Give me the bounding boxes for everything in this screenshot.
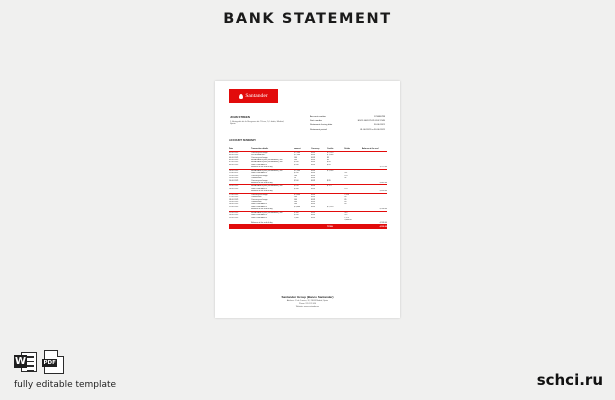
table-cell: EUR: [311, 211, 316, 214]
table-cell: $ 3,000: [293, 205, 301, 208]
pdf-label: PDF: [43, 360, 56, 366]
customer-address: 1, Avinguda de la Bruguera de l'Osso, 5, Lleida, Madrid, Spain: [230, 120, 285, 126]
table-cell: 03.06.2021: [229, 154, 239, 157]
account-info-value: 30.06.2021: [374, 124, 385, 127]
table-cell: $ 250: [293, 172, 299, 175]
table-cell: 1,275: [344, 216, 350, 219]
table-cell: Currency exchange: [251, 156, 268, 159]
word-file-icon: [14, 350, 38, 374]
account-info-value: 01.06.2021 to 30.06.2021: [360, 128, 385, 131]
flame-icon: [239, 94, 243, 99]
table-cell: [294, 224, 311, 229]
column-header: Credits: [327, 147, 344, 151]
table-cell: TOTAL: [327, 224, 344, 229]
table-cell: 3,713.00: [362, 166, 387, 169]
table-cell: EUR: [311, 201, 316, 204]
table-cell: Commission: [251, 196, 262, 199]
site-logo: schci.ru: [536, 371, 603, 389]
table-cell: 17.06.2021: [229, 196, 239, 199]
table-cell: [229, 224, 251, 229]
table-cell: EUR: [311, 169, 316, 172]
table-cell: $ 85: [326, 163, 331, 166]
table-cell: 24.06.2021: [229, 214, 239, 217]
statement-document: [215, 81, 400, 318]
table-cell: EUR: [311, 179, 316, 182]
bank-phone: Phone: 915 123 456: [298, 303, 317, 306]
table-cell: 170: [344, 187, 348, 190]
table-cell: Debit Card ABBCD: [251, 214, 268, 217]
table-cell: $ 150: [293, 185, 299, 188]
table-cell: EUR: [311, 172, 316, 175]
table-cell: EUR: [311, 193, 316, 196]
account-info-label: Account number: [310, 116, 326, 118]
table-cell: 212: [344, 214, 348, 217]
column-header: Balance at the end: [362, 147, 387, 151]
table-cell: 85: [344, 201, 347, 204]
table-cell: $ 250: [293, 214, 299, 217]
table-cell: 211: [344, 172, 348, 175]
table-cell: [344, 224, 361, 229]
table-cell: 25.06.2021: [229, 216, 239, 219]
table-cell: 07.06.2021: [229, 161, 239, 164]
table-cell: Currency exchange: [251, 198, 268, 201]
table-cell: 16.06.2021: [229, 187, 239, 190]
column-header: Debits: [344, 147, 361, 151]
account-info-label: Statement closing date: [310, 124, 333, 127]
table-cell: BBVA BANKS plus (Vendedores), del: [251, 211, 283, 214]
table-cell: EUR: [311, 156, 316, 159]
account-info-value: ES21 0049 2512 6102 2345: [357, 120, 385, 123]
table-cell: [311, 224, 327, 229]
table-cell: 200: [293, 174, 297, 177]
word-badge: W: [14, 356, 27, 367]
table-cell: 10.06.2021: [229, 169, 239, 172]
table-cell: $ 1,500: [293, 169, 301, 172]
table-cell: Debit Card ABBCD: [251, 205, 268, 208]
table-cell: 4,600.00: [362, 190, 387, 193]
table-cell: $ 100: [293, 179, 299, 182]
table-cell: 2,550: [344, 193, 350, 196]
table-cell: EUR: [311, 154, 316, 157]
table-cell: 42: [344, 177, 347, 180]
account-info-label: Sort number: [310, 120, 323, 123]
table-cell: 85: [344, 198, 347, 201]
column-header: Date: [229, 147, 251, 151]
table-cell: $ 1,500: [293, 154, 301, 157]
table-cell: Currency exchange: [251, 179, 268, 182]
table-cell: 100: [293, 196, 297, 199]
table-cell: EUR: [311, 198, 316, 201]
table-cell: EUR: [311, 159, 316, 162]
table-cell: $ 3,000: [293, 193, 301, 196]
table-cell: $ 500: [293, 211, 299, 214]
table-cell: 100: [293, 198, 297, 201]
column-header: Transaction details: [251, 147, 294, 151]
table-cell: $ 85: [326, 161, 331, 164]
table-cell: 17.06.2021: [229, 193, 239, 196]
bank-logo: [229, 89, 278, 103]
table-cell: EUR: [311, 214, 316, 217]
table-cell: 425: [344, 211, 348, 214]
table-cell: BBVA BANKS plus (Vendedores), del: [251, 169, 283, 172]
table-cell: 100: [293, 201, 297, 204]
account-info: [310, 116, 385, 133]
table-cell: $ 2,550: [326, 205, 334, 208]
table-cell: EUR: [311, 151, 316, 154]
table-cell: $ 85: [326, 179, 331, 182]
table-cell: 85: [326, 156, 330, 159]
column-header: amount: [294, 147, 311, 151]
table-cell: 1,500: [293, 216, 299, 219]
table-cell: $ 200: [293, 187, 299, 190]
table-cell: 02.06.2021: [229, 151, 239, 154]
table-cell: $ 1,268: [326, 169, 334, 172]
table-cell: Commission: [251, 201, 262, 204]
table-cell: 21.06.2021: [229, 205, 239, 208]
table-cell: 4,643.00: [362, 182, 387, 185]
table-cell: 04.06.2021: [229, 156, 239, 159]
table-cell: 11.06.2021: [229, 172, 239, 175]
table-cell: $ 100: [293, 163, 299, 166]
table-cell: 15.06.2021: [229, 185, 239, 188]
bank-website: Website: www.santander.es: [295, 306, 320, 309]
table-cell: 85: [344, 196, 347, 199]
table-cell: 05.06.2021: [229, 159, 239, 162]
table-cell: 4,538.00: [362, 221, 387, 224]
table-cell: EUR: [311, 174, 316, 177]
table-cell: Balance at the end of day: [251, 166, 294, 169]
table-cell: EUR: [311, 177, 316, 180]
account-info-value: 123456789: [374, 116, 385, 118]
bank-address: Address: C/ de Cuenca, 32, 28049 Madrid, Spain: [286, 300, 329, 303]
table-cell: [251, 224, 294, 229]
account-info-label: Statement period: [310, 128, 327, 131]
bank-name: Santander Group (Banco Santander): [281, 295, 334, 299]
table-cell: Debit Card ABBCD: [251, 216, 268, 219]
table-cell: 19.06.2021: [229, 201, 239, 204]
table-cell: 100: [293, 159, 297, 162]
table-cell: BBVA BANKS plus (Vendedores), del: [251, 159, 283, 162]
table-cell: 100: [293, 203, 297, 206]
bank-footer: [215, 296, 400, 308]
table-cell: EUR: [311, 205, 316, 208]
table-cell: Balance at the end of day: [251, 190, 294, 193]
table-cell: Debit Card ABBCD: [251, 163, 268, 166]
table-cell: 09.06.2021: [229, 163, 239, 166]
table-cell: 4,538.00: [362, 224, 387, 229]
logo-text: Santander: [245, 92, 268, 99]
customer-name: JOHN STREEN: [230, 115, 250, 119]
table-cell: EUR: [311, 203, 316, 206]
table-cell: EUR: [311, 163, 316, 166]
table-cell: EUR: [311, 187, 316, 190]
table-cell: Currency exchange: [251, 174, 268, 177]
table-cell: 50: [293, 177, 296, 180]
table-cell: 20.06.2021: [229, 203, 239, 206]
table-cell: 18.06.2021: [229, 198, 239, 201]
table-cell: 4,800.00: [344, 219, 352, 222]
grand-total-row: [229, 224, 387, 229]
pdf-file-icon: [44, 350, 64, 374]
table-cell: Currency exchange: [251, 193, 268, 196]
table-cell: Debit Card ABBCD: [251, 203, 268, 206]
table-cell: $ 100: [293, 161, 299, 164]
table-cell: Debit Card ABBCD: [251, 187, 268, 190]
table-cell: 170: [344, 174, 348, 177]
table-cell: BBVA BANKS plus (Vendedores), del: [251, 161, 283, 164]
table-cell: EUR: [311, 161, 316, 164]
transactions-body: [229, 151, 387, 229]
table-cell: 100: [293, 156, 297, 159]
table-cell: Balance at the end of day: [251, 221, 294, 224]
pdf-fold: [57, 350, 64, 357]
page-title: BANK STATEMENT: [223, 11, 392, 27]
account-summary-title: ACCOUNT SUMMARY: [229, 139, 256, 142]
table-cell: Debit Card ABBCD: [251, 172, 268, 175]
table-cell: 22.06.2021: [229, 211, 239, 214]
table-cell: Commission: [251, 177, 262, 180]
table-cell: $ 1,268: [326, 154, 334, 157]
table-cell: $ 2,500: [293, 151, 301, 154]
transactions-table: [229, 147, 387, 229]
table-cell: 85: [344, 203, 347, 206]
table-cell: 4,538.00: [362, 208, 387, 211]
table-cell: $ 127: [326, 185, 332, 188]
table-cell: EUR: [311, 216, 316, 219]
table-cell: 12.06.2021: [229, 174, 239, 177]
column-header: Currency: [311, 147, 327, 151]
table-cell: 13.06.2021: [229, 177, 239, 180]
table-cell: Currency exchange: [251, 151, 268, 154]
table-cell: 14.06.2021: [229, 179, 239, 182]
template-caption: fully editable template: [14, 380, 117, 390]
table-cell: EUR: [311, 185, 316, 188]
table-cell: SUPERMARKET: [251, 154, 266, 157]
table-cell: Balance at the end of day: [251, 182, 294, 185]
table-cell: Balance at the end of day: [251, 208, 294, 211]
account-info-row: [310, 129, 385, 133]
table-cell: BBVA BANKS plus (Vendedores), del: [251, 185, 283, 188]
table-cell: $ 2,130: [326, 151, 334, 154]
table-cell: EUR: [311, 196, 316, 199]
table-cell: 85: [326, 159, 330, 162]
